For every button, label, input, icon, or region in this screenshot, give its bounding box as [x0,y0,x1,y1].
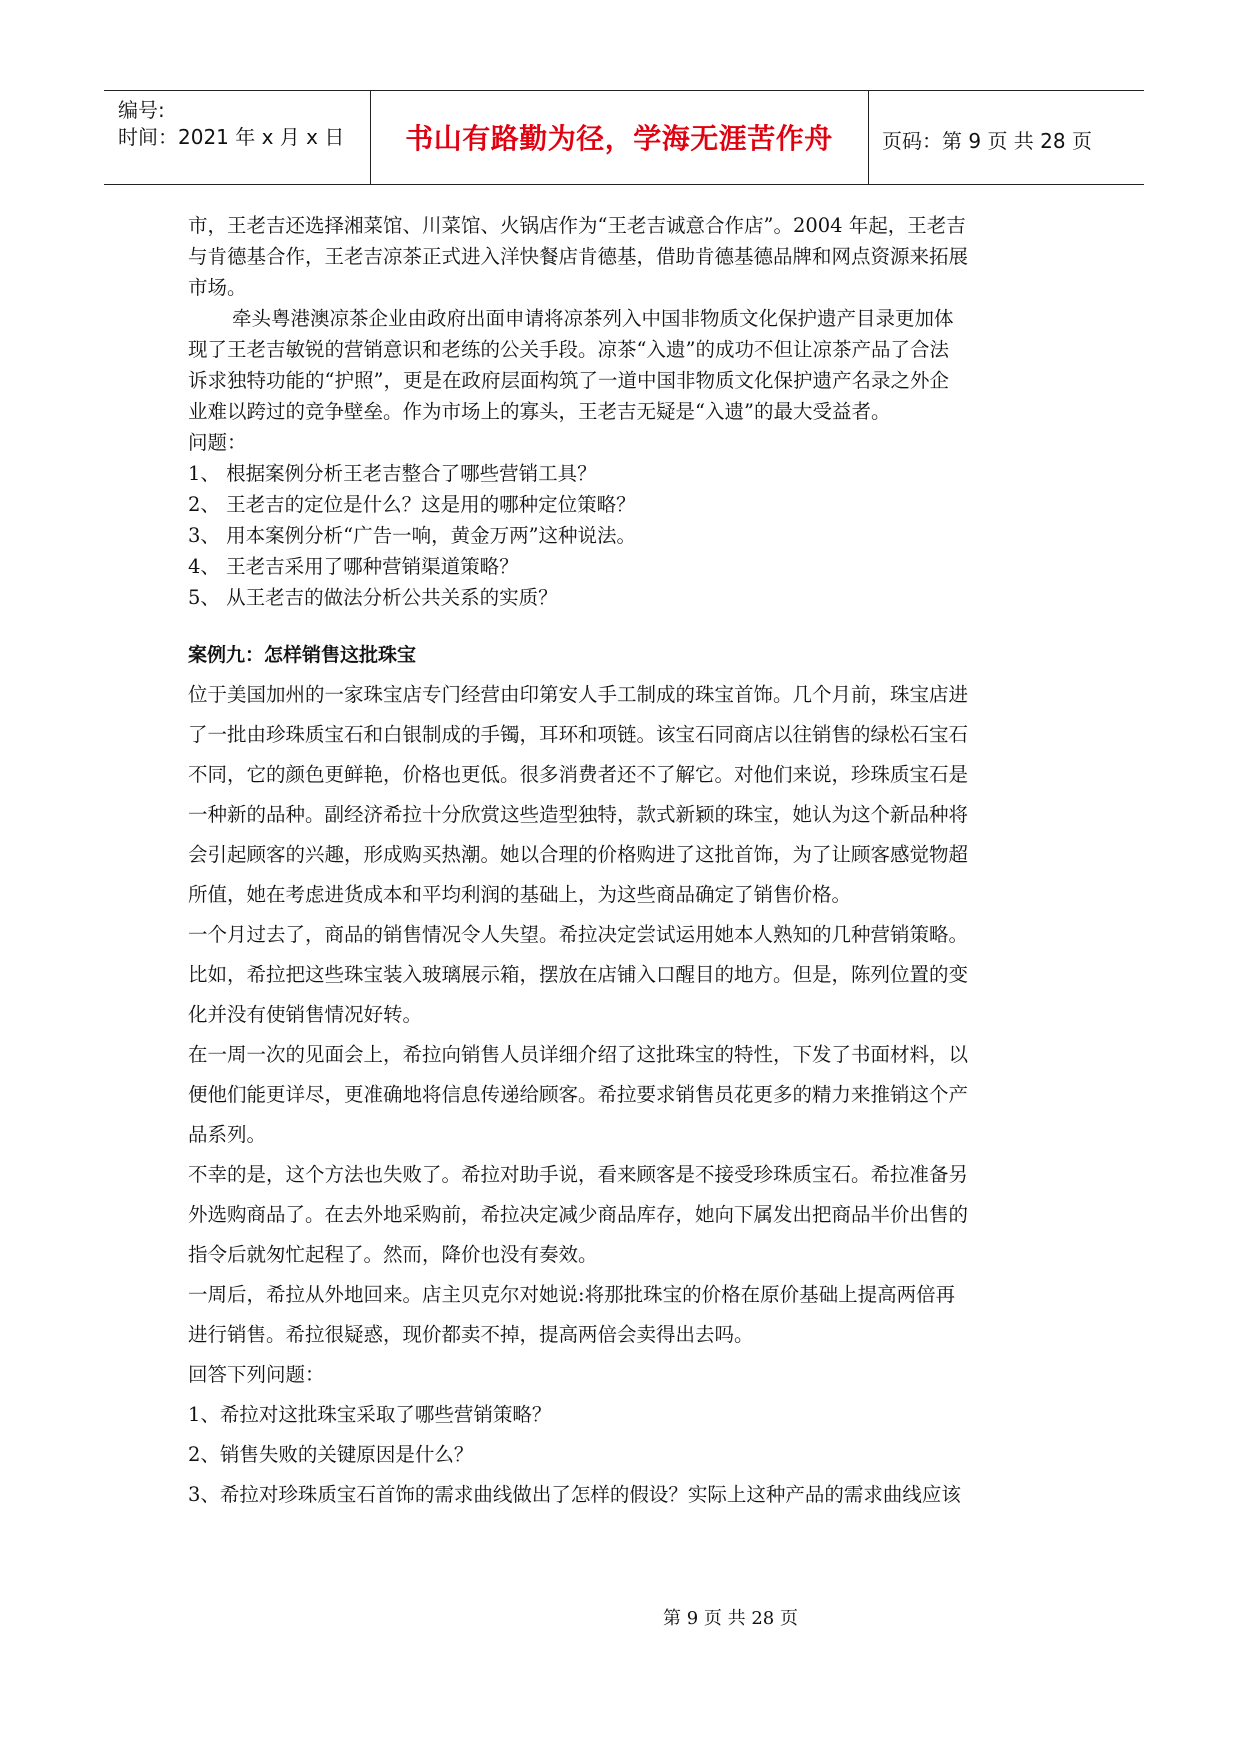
page-header [104,90,1144,185]
question-item: 2、 王老吉的定位是什么？这是用的哪种定位策略？ [188,493,636,516]
body-line: 牵头粤港澳凉茶企业由政府出面申请将凉茶列入中国非物质文化保护遗产目录更加体 [232,307,954,330]
header-middle-cell [370,91,869,184]
body-line: 市，王老吉还选择湘菜馆、川菜馆、火锅店作为“王老吉诚意合作店”。2004 年起，王老吉 [188,214,966,237]
questions-label: 问题： [188,431,247,454]
question-item: 2、销售失败的关键原因是什么？ [188,1443,474,1466]
body-line: 化并没有使销售情况好转。 [188,1003,423,1026]
question-item: 1、 根据案例分析王老吉整合了哪些营销工具？ [188,462,597,485]
document-body [188,210,1068,1515]
page-footer: 第 9 页 共 28 页 [663,1608,798,1629]
body-line: 位于美国加州的一家珠宝店专门经营由印第安人手工制成的珠宝首饰。几个月前，珠宝店进 [188,683,969,706]
body-line: 外选购商品了。在去外地采购前，希拉决定减少商品库存，她向下属发出把商品半价出售的 [188,1203,969,1226]
body-line: 一周后，希拉从外地回来。店主贝克尔对她说:将那批珠宝的价格在原价基础上提高两倍再 [188,1283,956,1306]
body-line: 业难以跨过的竞争壁垒。作为市场上的寡头，王老吉无疑是“入遗”的最大受益者。 [188,400,891,423]
section-wanglaoji-case [188,210,1068,613]
question-item: 5、 从王老吉的做法分析公共关系的实质？ [188,586,558,609]
body-line: 不幸的是，这个方法也失败了。希拉对助手说，看来顾客是不接受珍珠质宝石。希拉准备另 [188,1163,969,1186]
case-heading: 案例九：怎样销售这批珠宝 [188,644,417,666]
body-line: 与肯德基合作，王老吉凉茶正式进入洋快餐店肯德基，借助肯德基德品牌和网点资源来拓展 [188,245,969,268]
questions-label: 回答下列问题： [188,1363,325,1386]
question-item: 3、 用本案例分析“广告一响，黄金万两”这种说法。 [188,524,637,547]
body-line: 比如，希拉把这些珠宝装入玻璃展示箱，摆放在店铺入口醒目的地方。但是，陈列位置的变 [188,963,969,986]
header-left-cell [104,91,371,184]
body-line: 不同，它的颜色更鲜艳，价格也更低。很多消费者还不了解它。对他们来说，珍珠质宝石是 [188,763,969,786]
document-time-label: 时间：2021 年 x 月 x 日 [118,125,345,149]
header-motto: 书山有路勤为径，学海无涯苦作舟 [405,122,833,155]
body-line: 会引起顾客的兴趣，形成购买热潮。她以合理的价格购进了这批首饰，为了让顾客感觉物超 [188,843,969,866]
question-item: 4、 王老吉采用了哪种营销渠道策略？ [188,555,519,578]
body-line: 市场。 [188,276,247,299]
body-line: 进行销售。希拉很疑惑，现价都卖不掉，提高两倍会卖得出去吗。 [188,1323,754,1346]
body-line: 一种新的品种。副经济希拉十分欣赏这些造型独特，款式新颖的珠宝，她认为这个新品种将 [188,803,969,826]
header-right-cell [868,91,1144,184]
body-line: 了一批由珍珠质宝石和白银制成的手镯，耳环和项链。该宝石同商店以往销售的绿松石宝石 [188,723,969,746]
section-jewelry-case [188,675,1068,1515]
body-line: 指令后就匆忙起程了。然而，降价也没有奏效。 [188,1243,598,1266]
body-line: 诉求独特功能的“护照”，更是在政府层面构筑了一道中国非物质文化保护遗产名录之外企 [188,369,949,392]
body-line: 品系列。 [188,1123,267,1146]
question-item: 1、希拉对这批珠宝采取了哪些营销策略？ [188,1403,552,1426]
body-line: 现了王老吉敏锐的营销意识和老练的公关手段。凉茶“入遗”的成功不但让凉茶产品了合法 [188,338,949,361]
body-line: 一个月过去了，商品的销售情况令人失望。希拉决定尝试运用她本人熟知的几种营销策略。 [188,923,969,946]
document-number-label: 编号: [118,98,165,122]
body-line: 便他们能更详尽，更准确地将信息传递给顾客。希拉要求销售员花更多的精力来推销这个产 [188,1083,969,1106]
header-page-code: 页码：第 9 页 共 28 页 [882,129,1092,153]
body-line: 在一周一次的见面会上，希拉向销售人员详细介绍了这批珠宝的特性，下发了书面材料，以 [188,1043,969,1066]
question-item: 3、希拉对珍珠质宝石首饰的需求曲线做出了怎样的假设？实际上这种产品的需求曲线应该 [188,1483,961,1506]
body-line: 所值，她在考虑进货成本和平均利润的基础上，为这些商品确定了销售价格。 [188,883,852,906]
